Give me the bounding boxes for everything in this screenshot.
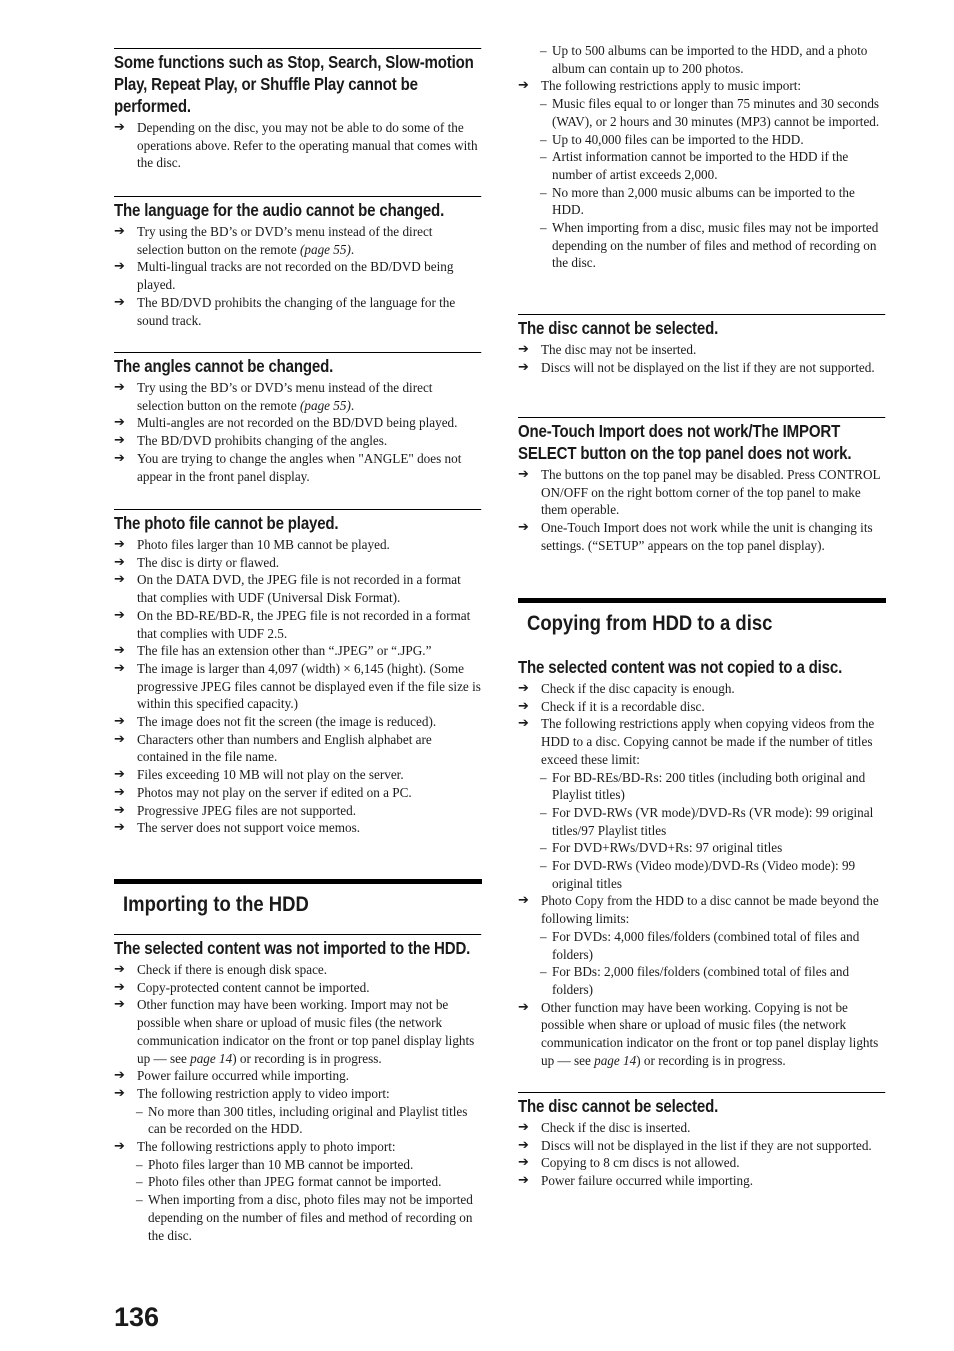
sub-item	[518, 839, 886, 857]
item-list	[114, 379, 482, 485]
arrow-icon: ➔	[518, 467, 529, 482]
section-block	[114, 48, 482, 172]
item-text: The following restrictions apply when copying videos from the HDD to a disc. Copying cannot be made if the number of titles exceed these limit:	[541, 716, 875, 767]
arrow-icon: ➔	[114, 259, 125, 275]
item-list	[114, 536, 482, 837]
chapter-block	[518, 598, 886, 637]
section-block	[518, 1092, 886, 1190]
item-text: Try using the BD’s or DVD’s menu instead of the direct selection button on the remote	[137, 380, 433, 413]
section-heading: The photo file cannot be played.	[114, 509, 481, 534]
sub-item-text: Photo files other than JPEG format cannot be imported.	[148, 1174, 442, 1190]
arrow-icon: ➔	[518, 999, 529, 1015]
sub-item-text: For DVD-RWs (VR mode)/DVD-Rs (VR mode): 99 original titles/97 Playlist titles	[552, 804, 874, 838]
item-text: Other function may have been working. Copying is not be possible when share or upload of music files (the network communication indicator on the front or top panel display lights up — see	[541, 999, 879, 1068]
sub-item-text: No more than 2,000 music albums can be imported to the HDD.	[552, 184, 855, 218]
item-list	[518, 680, 886, 1069]
arrow-icon: ➔	[114, 554, 125, 570]
item-text: On the BD-RE/BD-R, the JPEG file is not recorded in a format that complies with UDF 2.5.	[137, 607, 471, 641]
item-text: Copy-protected content cannot be imported.	[137, 979, 370, 995]
section-block	[518, 42, 886, 272]
arrow-icon: ➔	[518, 520, 529, 536]
item-text: The BD/DVD prohibits the changing of the language for the sound track.	[137, 294, 456, 328]
arrow-icon: ➔	[518, 342, 529, 357]
dash-marker: –	[540, 840, 547, 856]
dash-marker: –	[136, 1103, 143, 1119]
sub-item	[114, 1191, 482, 1244]
section-block	[114, 352, 482, 485]
list-item	[518, 680, 886, 698]
arrow-icon: ➔	[114, 767, 125, 783]
item-text-tail: ) or recording is in progress.	[232, 1050, 382, 1066]
sub-item	[518, 963, 886, 998]
item-text: The image does not fit the screen (the image is reduced).	[137, 714, 437, 730]
sub-item-text: Photo files larger than 10 MB cannot be imported.	[148, 1156, 414, 1172]
sub-item-text: For DVD+RWs/DVD+Rs: 97 original titles	[552, 840, 783, 856]
list-item	[518, 1137, 886, 1155]
item-text: Multi-angles are not recorded on the BD/DVD being played.	[137, 415, 458, 431]
dash-marker: –	[540, 858, 547, 874]
list-item	[114, 1067, 482, 1085]
chapter-block	[114, 879, 482, 918]
dash-marker: –	[540, 220, 547, 236]
item-text: The following restrictions apply to music import:	[541, 78, 802, 94]
dash-marker: –	[136, 1192, 143, 1208]
arrow-icon: ➔	[114, 380, 125, 395]
list-item	[518, 1154, 886, 1172]
sub-item	[518, 148, 886, 183]
list-item	[518, 1119, 886, 1137]
page-reference: page 14	[190, 1050, 233, 1066]
item-text: Photo Copy from the HDD to a disc cannot be made beyond the following limits:	[541, 893, 879, 927]
section-heading: The angles cannot be changed.	[114, 352, 481, 377]
item-list	[114, 961, 482, 1244]
item-text-tail: .	[350, 397, 355, 413]
item-text: The server does not support voice memos.	[137, 820, 361, 836]
arrow-icon: ➔	[114, 1085, 125, 1101]
dash-marker: –	[136, 1156, 143, 1172]
list-item	[114, 294, 482, 329]
item-text: Check if it is a recordable disc.	[541, 698, 705, 714]
sub-item	[518, 219, 886, 272]
item-list	[518, 42, 886, 272]
arrow-icon: ➔	[114, 820, 125, 836]
sub-item	[114, 1103, 482, 1138]
arrow-icon: ➔	[114, 224, 125, 239]
item-text: Other function may have been working. Import may not be possible when share or upload of music files (the network communication indicator on the front or top panel display lights up — see	[137, 997, 475, 1066]
arrow-icon: ➔	[518, 716, 529, 732]
sub-item	[518, 769, 886, 804]
section-block	[114, 196, 482, 329]
arrow-icon: ➔	[518, 893, 529, 909]
dash-marker: –	[540, 131, 547, 147]
item-text: Check if the disc capacity is enough.	[541, 681, 735, 696]
arrow-icon: ➔	[114, 643, 125, 659]
dash-marker: –	[540, 804, 547, 820]
list-item	[114, 414, 482, 432]
item-text: Discs will not be displayed in the list if they are not supported.	[541, 1137, 872, 1153]
item-text-tail: .	[350, 241, 355, 257]
sub-item	[114, 1156, 482, 1174]
item-text: The BD/DVD prohibits changing of the angles.	[137, 433, 388, 449]
arrow-icon: ➔	[114, 714, 125, 730]
item-text: Try using the BD’s or DVD’s menu instead of the direct selection button on the remote	[137, 224, 433, 257]
list-item	[114, 554, 482, 572]
item-text: The file has an extension other than “.JPEG” or “.JPG.”	[137, 643, 432, 659]
arrow-icon: ➔	[518, 1155, 529, 1171]
sub-item-text: When importing from a disc, music files may not be imported depending on the number of files and method of recording on the disc.	[552, 220, 879, 271]
list-item	[518, 341, 886, 359]
arrow-icon: ➔	[114, 294, 125, 310]
item-text: The image is larger than 4,097 (width) × 6,145 (hight). (Some progressive JPEG files cannot be displayed even if the file size is within this specified capacity.)	[137, 660, 481, 712]
chapter-title: Copying from HDD to a disc	[527, 612, 773, 635]
sub-item-text: For DVDs: 4,000 files/folders (combined total of files and folders)	[552, 928, 860, 962]
item-text: The following restrictions apply to photo import:	[137, 1139, 396, 1155]
section-block	[518, 417, 886, 555]
item-text: The following restriction apply to video import:	[137, 1085, 390, 1101]
arrow-icon: ➔	[518, 1137, 529, 1153]
list-item	[114, 379, 482, 414]
sub-item	[518, 804, 886, 839]
arrow-icon: ➔	[114, 572, 125, 588]
list-item	[114, 432, 482, 450]
section-block	[114, 509, 482, 837]
item-list	[518, 466, 886, 555]
list-item	[518, 519, 886, 554]
list-item	[114, 819, 482, 837]
item-text-tail: ) or recording is in progress.	[636, 1052, 786, 1068]
dash-marker: –	[540, 96, 547, 112]
list-item	[114, 713, 482, 731]
list-item	[518, 77, 886, 95]
list-item	[518, 698, 886, 716]
list-item	[114, 979, 482, 997]
list-item	[114, 766, 482, 784]
arrow-icon: ➔	[518, 1173, 529, 1189]
item-text: Characters other than numbers and English alphabet are contained in the file name.	[137, 731, 432, 765]
list-item	[114, 642, 482, 660]
list-item	[114, 961, 482, 979]
list-item	[114, 996, 482, 1067]
section-heading: The disc cannot be selected.	[518, 1092, 885, 1117]
arrow-icon: ➔	[114, 537, 125, 552]
section-heading: The disc cannot be selected.	[518, 314, 885, 339]
list-item	[518, 892, 886, 927]
dash-marker: –	[540, 769, 547, 785]
arrow-icon: ➔	[518, 359, 529, 375]
list-item	[114, 571, 482, 606]
list-item	[518, 359, 886, 377]
arrow-icon: ➔	[114, 997, 125, 1013]
sub-item-text: For DVD-RWs (Video mode)/DVD-Rs (Video mode): 99 original titles	[552, 858, 856, 891]
item-text: Progressive JPEG files are not supported.	[137, 802, 357, 818]
item-list	[114, 119, 482, 172]
list-item	[114, 1138, 482, 1156]
item-text: Depending on the disc, you may not be able to do some of the operations above. Refer to the operating manual that comes with the disc.	[137, 120, 478, 171]
item-text: Check if the disc is inserted.	[541, 1120, 691, 1135]
section-heading: The selected content was not copied to a disc.	[518, 657, 843, 677]
item-text: The buttons on the top panel may be disabled. Press CONTROL ON/OFF on the right bottom corner of the top panel to make them operable.	[541, 467, 881, 518]
sub-item	[114, 1173, 482, 1191]
item-text: Power failure occurred while importing.	[137, 1068, 350, 1084]
sub-item-text: For BD-REs/BD-Rs: 200 titles (including both original and Playlist titles)	[552, 769, 866, 803]
arrow-icon: ➔	[518, 698, 529, 714]
list-item	[114, 450, 482, 485]
page-reference: page 14	[594, 1052, 637, 1068]
page-reference: (page 55)	[299, 241, 351, 257]
sub-item	[518, 95, 886, 130]
item-text: Power failure occurred while importing.	[541, 1173, 754, 1189]
dash-marker: –	[540, 964, 547, 980]
list-item	[114, 536, 482, 554]
list-item	[114, 258, 482, 293]
page-reference: (page 55)	[299, 397, 351, 413]
item-list	[114, 223, 482, 329]
sub-item	[518, 131, 886, 149]
section-heading: The selected content was not imported to the HDD.	[114, 934, 481, 959]
list-item	[114, 660, 482, 713]
list-item	[114, 784, 482, 802]
arrow-icon: ➔	[114, 731, 125, 747]
dash-marker: –	[540, 149, 547, 165]
arrow-icon: ➔	[114, 607, 125, 623]
dash-marker: –	[136, 1174, 143, 1190]
sub-item	[518, 42, 886, 77]
arrow-icon: ➔	[114, 660, 125, 676]
arrow-icon: ➔	[518, 681, 529, 696]
item-text: Check if there is enough disk space.	[137, 962, 328, 977]
section-heading: The language for the audio cannot be changed.	[114, 196, 481, 221]
sub-item-text: Up to 500 albums can be imported to the HDD, and a photo album can contain up to 200 photos.	[552, 43, 868, 76]
dash-marker: –	[540, 43, 547, 58]
list-item	[114, 119, 482, 172]
arrow-icon: ➔	[114, 1139, 125, 1155]
item-text: On the DATA DVD, the JPEG file is not recorded in a format that complies with UDF (Universal Disk Format).	[137, 572, 461, 606]
list-item	[518, 1172, 886, 1190]
arrow-icon: ➔	[114, 433, 125, 449]
item-text: Photos may not play on the server if edited on a PC.	[137, 784, 412, 800]
arrow-icon: ➔	[114, 1068, 125, 1084]
sub-item-text: When importing from a disc, photo files may not be imported depending on the number of files and method of recording on the disc.	[148, 1192, 473, 1243]
item-text: Discs will not be displayed on the list if they are not supported.	[541, 359, 875, 375]
item-text: Copying to 8 cm discs is not allowed.	[541, 1155, 740, 1171]
item-text: Photo files larger than 10 MB cannot be played.	[137, 537, 390, 552]
list-item	[114, 1085, 482, 1103]
list-item	[518, 466, 886, 519]
list-item	[114, 223, 482, 258]
sub-item	[518, 928, 886, 963]
section-heading: Some functions such as Stop, Search, Slow-motion Play, Repeat Play, or Shuffle Play cannot be performed.	[114, 48, 481, 117]
section-block	[518, 653, 886, 1069]
list-item	[114, 802, 482, 820]
sub-item-text: Music files equal to or longer than 75 minutes and 30 seconds (WAV), or 2 hours and 30 minutes (MP3) cannot be imported.	[552, 96, 880, 129]
arrow-icon: ➔	[114, 784, 125, 800]
item-text: Files exceeding 10 MB will not play on the server.	[137, 767, 404, 783]
item-text: Multi-lingual tracks are not recorded on the BD/DVD being played.	[137, 259, 454, 293]
item-text: The disc is dirty or flawed.	[137, 554, 280, 570]
chapter-title: Importing to the HDD	[123, 893, 309, 916]
arrow-icon: ➔	[114, 979, 125, 995]
arrow-icon: ➔	[114, 962, 125, 977]
page-number: 136	[114, 1302, 160, 1332]
arrow-icon: ➔	[518, 1120, 529, 1135]
dash-marker: –	[540, 184, 547, 200]
list-item	[114, 607, 482, 642]
arrow-icon: ➔	[114, 802, 125, 818]
arrow-icon: ➔	[114, 415, 125, 431]
list-item	[114, 731, 482, 766]
sub-item-text: No more than 300 titles, including original and Playlist titles can be recorded on the HDD.	[148, 1103, 468, 1137]
item-list	[518, 341, 886, 376]
item-text: You are trying to change the angles when "ANGLE" does not appear in the front panel display.	[137, 450, 462, 484]
list-item	[518, 715, 886, 768]
section-block	[518, 314, 886, 376]
sub-item	[518, 184, 886, 219]
sub-item-text: For BDs: 2,000 files/folders (combined total of files and folders)	[552, 964, 850, 997]
item-text: One-Touch Import does not work while the unit is changing its settings. (“SETUP” appears on the top panel display).	[541, 520, 873, 553]
sub-item-text: Up to 40,000 files can be imported to the HDD.	[552, 131, 804, 147]
item-list	[518, 1119, 886, 1190]
arrow-icon: ➔	[114, 450, 125, 466]
sub-item	[518, 857, 886, 892]
item-text: The disc may not be inserted.	[541, 342, 697, 357]
dash-marker: –	[540, 928, 547, 944]
arrow-icon: ➔	[518, 78, 529, 94]
arrow-icon: ➔	[114, 120, 125, 135]
list-item	[518, 999, 886, 1070]
section-heading: One-Touch Import does not work/The IMPORT SELECT button on the top panel does not work.	[518, 417, 885, 464]
sub-item-text: Artist information cannot be imported to the HDD if the number of artist exceeds 2,000.	[552, 149, 849, 182]
section-block	[114, 934, 482, 1244]
